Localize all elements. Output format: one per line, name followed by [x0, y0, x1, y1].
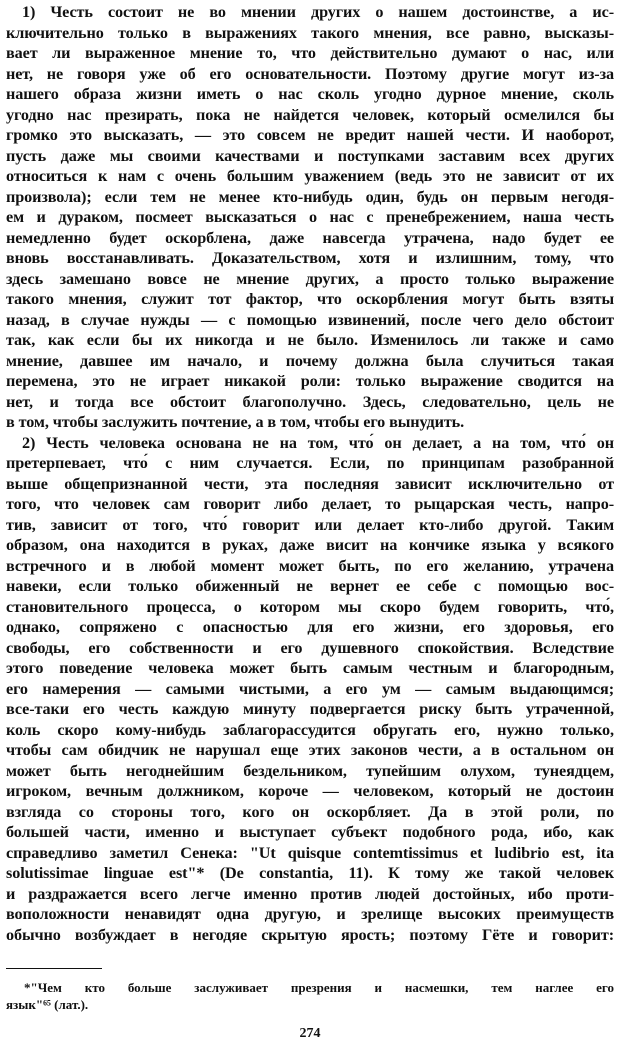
text-line: здесь замешано вовсе не мнение других, а просто только выражение	[6, 269, 614, 288]
text-line: мнение, давшее им начало, и почему должна была случиться такая	[6, 351, 614, 370]
text-line: немедленно будет оскорблена, даже навсегда утрачена, надо будет ее	[6, 228, 614, 247]
text-line: становительного процесса, о котором мы скоро будем говорить, что́,	[6, 597, 614, 616]
text-line: большей части, именно и выступает субъект подобного рода, ибо, как	[6, 823, 614, 841]
text-line: такого мнения, служит тот фактор, что оскорбления могут быть взяты	[6, 290, 614, 308]
footnote-line: язык"⁶⁵ (лат.).	[6, 997, 89, 1012]
text-line: навеки, если только обиженный не вернет ее себе с помощью вос-	[6, 577, 614, 595]
text-line: в том, чтобы заслужить почтение, а в том, чтобы его вынудить.	[6, 413, 465, 431]
text-line: взгляда со стороны того, кого он оскорбляет. Да в этой роли, по	[6, 802, 614, 821]
text-line: выше общепризнанной чести, эта последняя зависит исключительно от	[6, 474, 614, 493]
text-line: того, что человек сам говорит либо делает, то рыцарская честь, напро-	[6, 495, 614, 513]
text-line: назад, в случае нужды — с помощью извинений, после чего дело обстоит	[6, 310, 614, 329]
text-line: громко это высказать, — это совсем не вредит нашей чести. И наоборот,	[6, 126, 614, 144]
text-line: игроком, вечным должником, короче — человеком, который не достоин	[6, 782, 614, 800]
text-line: нет, не говоря уже об его основательности. Поэтому другие могут из-за	[6, 64, 614, 83]
page-number: 274	[299, 1026, 321, 1041]
text-line: обычно возбуждает в негодяе скрытую ярость; поэтому Гёте и говорит:	[6, 925, 614, 944]
text-line: так, как если бы их никогда и не было. Изменилось ли также и само	[6, 331, 614, 349]
text-line: пусть даже мы своими качествами и поступками заставим всех других	[6, 146, 614, 165]
text-line: solutissimae linguae est"* (De constantia, 11). К тому же такой человек	[6, 864, 614, 882]
text-line: и раздражается всего легче именно против людей достойных, ибо проти-	[6, 884, 614, 903]
text-line: вает ли выраженное мнение то, что действительно думают о нас, или	[6, 44, 614, 62]
text-line: однако, сопряжено с опасностью для его жизни, его здоровья, его	[6, 618, 614, 636]
footnote	[6, 979, 614, 1013]
text-line: все-таки его честь каждую минуту подвергается риску быть утраченной,	[6, 700, 614, 718]
text-line: произвола); если тем не менее кто-нибудь один, будь он первым негодя-	[6, 187, 614, 206]
text-line: ключительно только в выражениях такого мнения, все равно, высказы-	[6, 23, 614, 42]
text-line: коль скоро кому-нибудь заблагорассудится обругать его, нужно только,	[6, 720, 614, 739]
footnote-divider	[6, 968, 102, 969]
text-line: перемена, это не играет никакой роли: только выражение сводится на	[6, 372, 614, 390]
text-line: 2) Честь человека основана не на том, что́ он делает, а на том, что́ он	[22, 433, 614, 452]
text-line: относиться к нам с очень большим уважением (ведь это не зависит от их	[6, 167, 614, 185]
text-line: чтобы сам обидчик не нарушал еще этих законов чести, а в остальном он	[6, 741, 614, 759]
text-line: воположности ненавидят одна другую, и зрелище высоких преимуществ	[6, 905, 614, 923]
text-line: нашего образа жизни иметь о нас сколь угодно дурное мнение, сколь	[6, 85, 614, 103]
text-line: свободы, его собственности и его душевного спокойствия. Вследствие	[6, 638, 614, 657]
text-line: образом, она находится в руках, даже висит на кончике языка у всякого	[6, 536, 614, 554]
text-line: этого поведение человека может быть самым честным и благородным,	[6, 659, 614, 677]
body-text	[6, 2, 614, 945]
text-line: его намерения — самыми чистыми, а его ум — самым выдающимся;	[6, 679, 614, 698]
text-line: угодно нас презирать, пока не найдется человек, который осмелился бы	[6, 105, 614, 124]
text-line: 1) Честь состоит не во мнении других о нашем достоинстве, а ис-	[22, 3, 614, 21]
text-line: тив, зависит от того, что́ говорит или делает кто-либо другой. Таким	[6, 515, 614, 534]
text-line: ем и дураком, посмеет высказаться о нас с пренебрежением, наша честь	[6, 208, 614, 226]
text-line: может быть негоднейшим бездельником, тупейшим олухом, тунеядцем,	[6, 761, 614, 780]
text-line: встречного и в любой момент может быть, по его желанию, утрачена	[6, 556, 614, 575]
text-line: претерпевает, что́ с ним случается. Если, по принципам разобранной	[6, 454, 614, 472]
text-line: справедливо заметил Сенека: "Ut quisque contemtissimus et ludibrio est, ita	[6, 843, 614, 862]
text-line: нет, и тогда все обстоит благополучно. Здесь, следовательно, цель не	[6, 392, 614, 411]
footnote-line: *"Чем кто больше заслуживает презрения и насмешки, тем наглее его	[24, 980, 614, 995]
text-line: вновь восстанавливать. Доказательством, хотя и излишним, тому, что	[6, 249, 614, 267]
